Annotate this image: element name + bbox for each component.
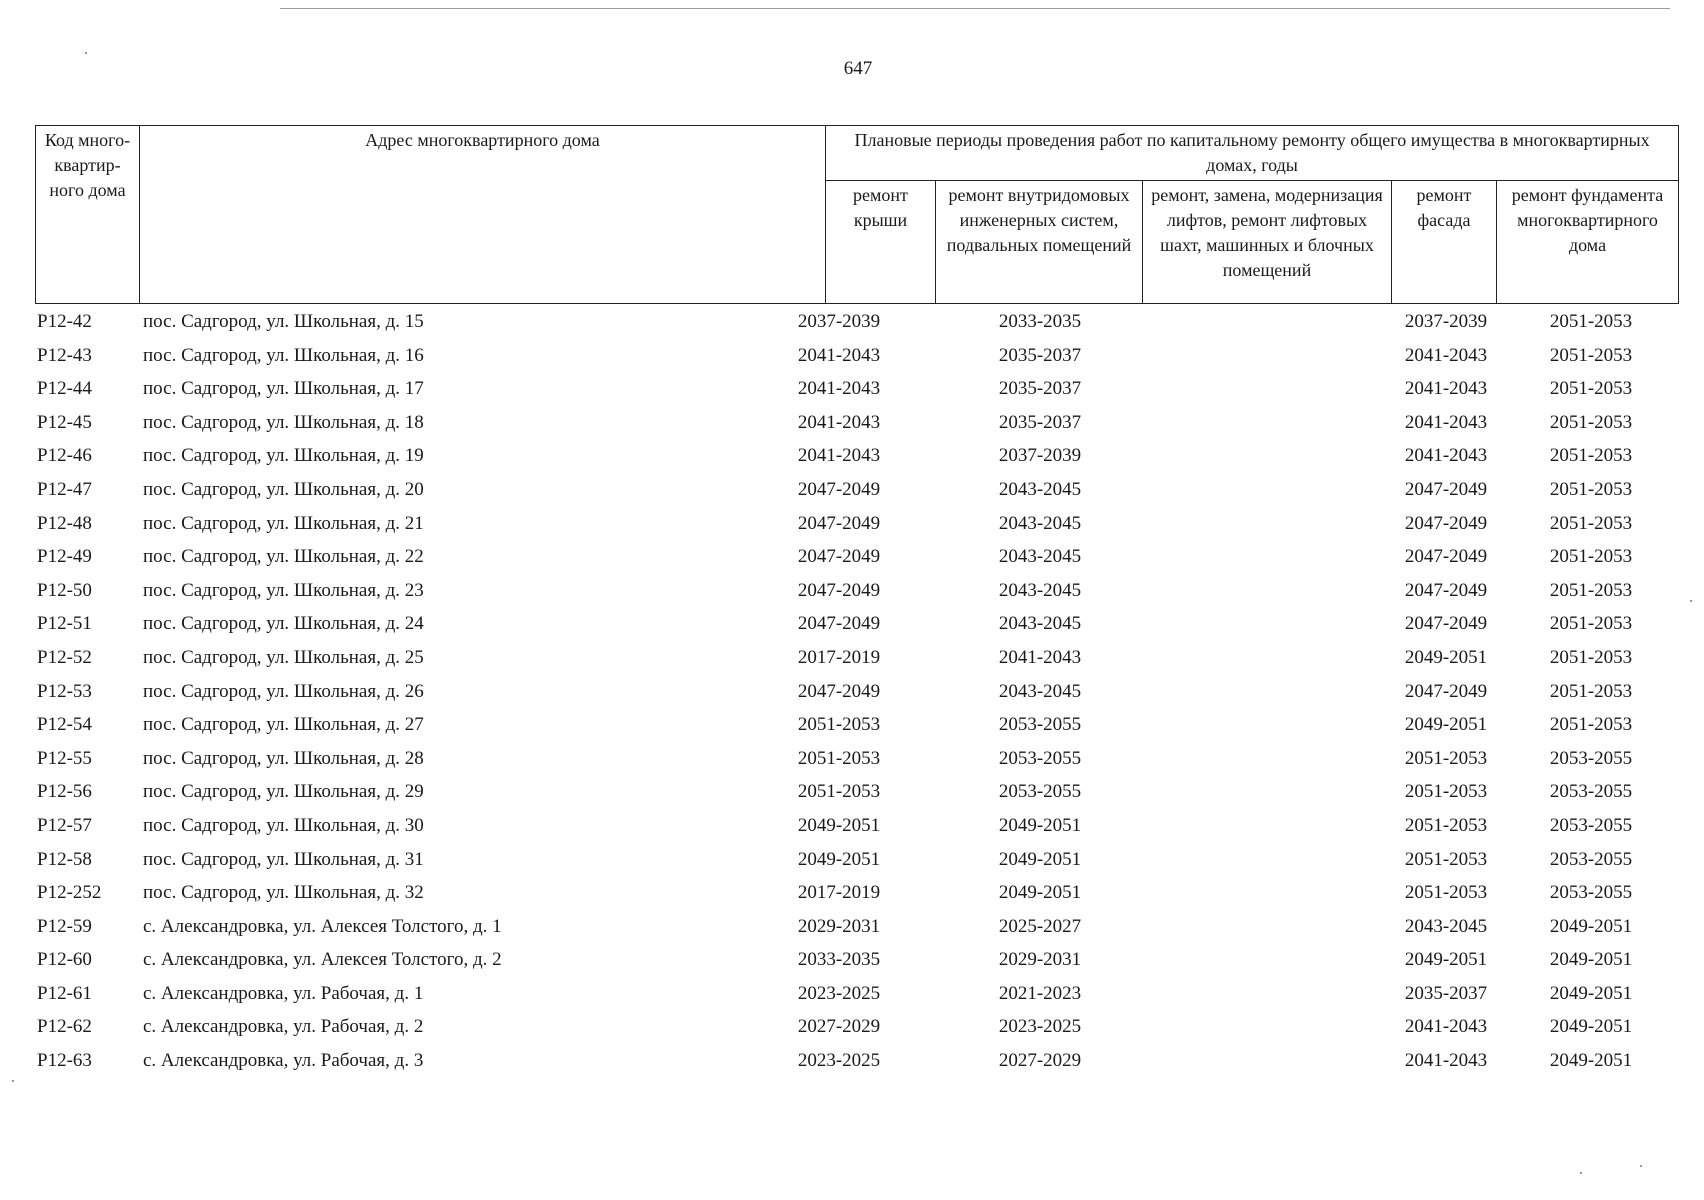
cell-address: пос. Садгород, ул. Школьная, д. 23 <box>143 579 424 601</box>
cell-code: P12-59 <box>37 915 92 937</box>
table-row <box>35 980 1678 1014</box>
cell-facade: 2049-2051 <box>1404 646 1488 668</box>
cell-facade: 2035-2037 <box>1404 982 1488 1004</box>
cell-code: P12-56 <box>37 781 92 803</box>
cell-roof: 2051-2053 <box>797 747 881 769</box>
cell-facade: 2051-2053 <box>1404 781 1488 803</box>
cell-engineering: 2043-2045 <box>998 512 1082 534</box>
cell-code: P12-44 <box>37 378 92 400</box>
cell-code: P12-51 <box>37 613 92 635</box>
cell-engineering: 2033-2035 <box>998 311 1082 332</box>
cell-engineering: 2049-2051 <box>998 882 1082 904</box>
cell-facade: 2037-2039 <box>1404 311 1488 332</box>
cell-address: с. Александровка, ул. Рабочая, д. 2 <box>143 1016 424 1038</box>
cell-foundation: 2051-2053 <box>1549 445 1633 467</box>
cell-engineering: 2021-2023 <box>998 982 1082 1004</box>
cell-engineering: 2035-2037 <box>998 344 1082 366</box>
cell-foundation: 2049-2051 <box>1549 915 1633 937</box>
cell-facade: 2041-2043 <box>1404 445 1488 467</box>
cell-address: с. Александровка, ул. Алексея Толстого, д. 1 <box>143 915 502 937</box>
table-row <box>35 812 1678 846</box>
cell-facade: 2041-2043 <box>1404 1016 1488 1038</box>
table-row <box>35 442 1678 476</box>
cell-engineering: 2041-2043 <box>998 646 1082 668</box>
cell-foundation: 2051-2053 <box>1549 546 1633 568</box>
cell-code: P12-49 <box>37 546 92 568</box>
cell-foundation: 2051-2053 <box>1549 646 1633 668</box>
cell-facade: 2041-2043 <box>1404 344 1488 366</box>
table-row <box>35 644 1678 678</box>
table-row <box>35 510 1678 544</box>
cell-address: пос. Садгород, ул. Школьная, д. 28 <box>143 747 424 769</box>
cell-facade: 2047-2049 <box>1404 680 1488 702</box>
cell-roof: 2051-2053 <box>797 714 881 736</box>
cell-address: пос. Садгород, ул. Школьная, д. 22 <box>143 546 424 568</box>
cell-foundation: 2051-2053 <box>1549 579 1633 601</box>
cell-code: P12-45 <box>37 411 92 433</box>
cell-code: P12-58 <box>37 848 92 870</box>
cell-foundation: 2051-2053 <box>1549 478 1633 500</box>
cell-code: P12-61 <box>37 982 92 1004</box>
table-row <box>35 577 1678 611</box>
cell-roof: 2041-2043 <box>797 445 881 467</box>
scan-speck <box>12 1080 14 1082</box>
cell-roof: 2029-2031 <box>797 915 881 937</box>
cell-foundation: 2051-2053 <box>1549 680 1633 702</box>
table-row <box>35 610 1678 644</box>
cell-foundation: 2049-2051 <box>1549 1016 1633 1038</box>
cell-facade: 2051-2053 <box>1404 848 1488 870</box>
cell-roof: 2047-2049 <box>797 579 881 601</box>
cell-foundation: 2053-2055 <box>1549 848 1633 870</box>
cell-address: пос. Садгород, ул. Школьная, д. 24 <box>143 613 424 635</box>
page-number: 647 <box>843 58 873 79</box>
cell-facade: 2041-2043 <box>1404 411 1488 433</box>
cell-engineering: 2053-2055 <box>998 714 1082 736</box>
cell-address: пос. Садгород, ул. Школьная, д. 32 <box>143 882 424 904</box>
cell-address: пос. Садгород, ул. Школьная, д. 21 <box>143 512 424 534</box>
cell-engineering: 2023-2025 <box>998 1016 1082 1038</box>
cell-address: пос. Садгород, ул. Школьная, д. 16 <box>143 344 424 366</box>
cell-roof: 2033-2035 <box>797 949 881 971</box>
cell-roof: 2047-2049 <box>797 680 881 702</box>
cell-foundation: 2051-2053 <box>1549 344 1633 366</box>
scan-artifact-line <box>280 8 1670 9</box>
table-row <box>35 711 1678 745</box>
cell-address: пос. Садгород, ул. Школьная, д. 27 <box>143 714 424 736</box>
cell-engineering: 2043-2045 <box>998 680 1082 702</box>
table-row <box>35 308 1678 342</box>
cell-engineering: 2053-2055 <box>998 781 1082 803</box>
cell-address: пос. Садгород, ул. Школьная, д. 19 <box>143 445 424 467</box>
cell-engineering: 2053-2055 <box>998 747 1082 769</box>
cell-roof: 2023-2025 <box>797 982 881 1004</box>
scan-speck <box>85 52 87 54</box>
cell-code: P12-43 <box>37 344 92 366</box>
cell-address: пос. Садгород, ул. Школьная, д. 29 <box>143 781 424 803</box>
cell-foundation: 2053-2055 <box>1549 882 1633 904</box>
cell-facade: 2043-2045 <box>1404 915 1488 937</box>
cell-engineering: 2043-2045 <box>998 613 1082 635</box>
cell-address: пос. Садгород, ул. Школьная, д. 31 <box>143 848 424 870</box>
cell-facade: 2051-2053 <box>1404 747 1488 769</box>
schedule-table-header <box>35 125 1679 304</box>
cell-address: пос. Садгород, ул. Школьная, д. 17 <box>143 378 424 400</box>
table-row <box>35 476 1678 510</box>
cell-address: пос. Садгород, ул. Школьная, д. 25 <box>143 646 424 668</box>
cell-address: пос. Садгород, ул. Школьная, д. 30 <box>143 814 424 836</box>
cell-roof: 2047-2049 <box>797 478 881 500</box>
table-row <box>35 879 1678 913</box>
cell-facade: 2047-2049 <box>1404 478 1488 500</box>
scan-speck <box>1690 600 1692 602</box>
header-foundation: ремонт фундамента многоквартирного дома <box>1497 181 1679 304</box>
cell-address: пос. Садгород, ул. Школьная, д. 15 <box>143 311 424 332</box>
cell-roof: 2049-2051 <box>797 848 881 870</box>
cell-address: пос. Садгород, ул. Школьная, д. 20 <box>143 478 424 500</box>
table-row <box>35 342 1678 376</box>
cell-engineering: 2049-2051 <box>998 814 1082 836</box>
cell-address: с. Александровка, ул. Рабочая, д. 3 <box>143 1050 424 1072</box>
cell-code: P12-62 <box>37 1016 92 1038</box>
cell-code: P12-47 <box>37 478 92 500</box>
cell-foundation: 2051-2053 <box>1549 411 1633 433</box>
table-row <box>35 913 1678 947</box>
table-row <box>35 846 1678 880</box>
cell-code: P12-42 <box>37 311 92 332</box>
cell-engineering: 2035-2037 <box>998 411 1082 433</box>
table-row <box>35 1013 1678 1047</box>
table-row <box>35 543 1678 577</box>
cell-engineering: 2025-2027 <box>998 915 1082 937</box>
header-elevators: ремонт, замена, модернизация лифтов, ремонт лифтовых шахт, машинных и блочных помещений <box>1143 181 1392 304</box>
cell-code: P12-53 <box>37 680 92 702</box>
table-row <box>35 409 1678 443</box>
cell-engineering: 2049-2051 <box>998 848 1082 870</box>
cell-code: P12-50 <box>37 579 92 601</box>
table-row <box>35 946 1678 980</box>
scan-speck <box>1580 1172 1582 1174</box>
cell-foundation: 2051-2053 <box>1549 613 1633 635</box>
cell-code: P12-55 <box>37 747 92 769</box>
cell-facade: 2049-2051 <box>1404 949 1488 971</box>
cell-roof: 2017-2019 <box>797 882 881 904</box>
cell-roof: 2041-2043 <box>797 378 881 400</box>
cell-code: P12-60 <box>37 949 92 971</box>
table-row <box>35 375 1678 409</box>
cell-facade: 2049-2051 <box>1404 714 1488 736</box>
cell-engineering: 2027-2029 <box>998 1050 1082 1072</box>
cell-address: пос. Садгород, ул. Школьная, д. 18 <box>143 411 424 433</box>
cell-engineering: 2043-2045 <box>998 478 1082 500</box>
cell-roof: 2023-2025 <box>797 1050 881 1072</box>
cell-roof: 2051-2053 <box>797 781 881 803</box>
cell-facade: 2047-2049 <box>1404 546 1488 568</box>
cell-address: с. Александровка, ул. Алексея Толстого, д. 2 <box>143 949 502 971</box>
cell-foundation: 2053-2055 <box>1549 814 1633 836</box>
cell-code: P12-63 <box>37 1050 92 1072</box>
header-address: Адрес многоквартирного дома <box>140 126 826 304</box>
cell-facade: 2041-2043 <box>1404 1050 1488 1072</box>
cell-roof: 2017-2019 <box>797 646 881 668</box>
cell-roof: 2037-2039 <box>797 311 881 332</box>
cell-foundation: 2049-2051 <box>1549 1050 1633 1072</box>
cell-foundation: 2049-2051 <box>1549 982 1633 1004</box>
cell-code: P12-48 <box>37 512 92 534</box>
cell-facade: 2051-2053 <box>1404 814 1488 836</box>
header-planned-periods: Плановые периоды проведения работ по капитальному ремонту общего имущества в многоквартирных домах, годы <box>826 126 1679 181</box>
cell-foundation: 2053-2055 <box>1549 747 1633 769</box>
cell-foundation: 2051-2053 <box>1549 378 1633 400</box>
cell-code: P12-57 <box>37 814 92 836</box>
cell-facade: 2047-2049 <box>1404 512 1488 534</box>
cell-roof: 2047-2049 <box>797 546 881 568</box>
cell-roof: 2047-2049 <box>797 512 881 534</box>
cell-code: P12-252 <box>37 882 102 904</box>
cell-address: с. Александровка, ул. Рабочая, д. 1 <box>143 982 424 1004</box>
scan-speck <box>1640 1165 1642 1167</box>
cell-foundation: 2049-2051 <box>1549 949 1633 971</box>
cell-code: P12-46 <box>37 445 92 467</box>
header-facade: ремонт фасада <box>1392 181 1497 304</box>
cell-roof: 2047-2049 <box>797 613 881 635</box>
schedule-table-body <box>35 308 1678 1081</box>
cell-facade: 2041-2043 <box>1404 378 1488 400</box>
header-roof: ремонт крыши <box>826 181 936 304</box>
cell-foundation: 2051-2053 <box>1549 714 1633 736</box>
cell-facade: 2051-2053 <box>1404 882 1488 904</box>
cell-roof: 2041-2043 <box>797 344 881 366</box>
cell-engineering: 2035-2037 <box>998 378 1082 400</box>
cell-foundation: 2051-2053 <box>1549 512 1633 534</box>
table-row <box>35 1047 1678 1081</box>
cell-engineering: 2029-2031 <box>998 949 1082 971</box>
cell-roof: 2041-2043 <box>797 411 881 433</box>
cell-engineering: 2043-2045 <box>998 579 1082 601</box>
cell-roof: 2027-2029 <box>797 1016 881 1038</box>
header-engineering: ремонт внутридомовых инженерных систем, подвальных помещений <box>936 181 1143 304</box>
cell-code: P12-52 <box>37 646 92 668</box>
cell-address: пос. Садгород, ул. Школьная, д. 26 <box>143 680 424 702</box>
cell-engineering: 2037-2039 <box>998 445 1082 467</box>
table-row <box>35 745 1678 779</box>
table-row <box>35 678 1678 712</box>
cell-code: P12-54 <box>37 714 92 736</box>
cell-foundation: 2051-2053 <box>1549 311 1633 332</box>
cell-engineering: 2043-2045 <box>998 546 1082 568</box>
cell-roof: 2049-2051 <box>797 814 881 836</box>
table-row <box>35 778 1678 812</box>
cell-facade: 2047-2049 <box>1404 613 1488 635</box>
cell-foundation: 2053-2055 <box>1549 781 1633 803</box>
cell-facade: 2047-2049 <box>1404 579 1488 601</box>
header-code: Код много-квартир-ного дома <box>36 126 140 304</box>
